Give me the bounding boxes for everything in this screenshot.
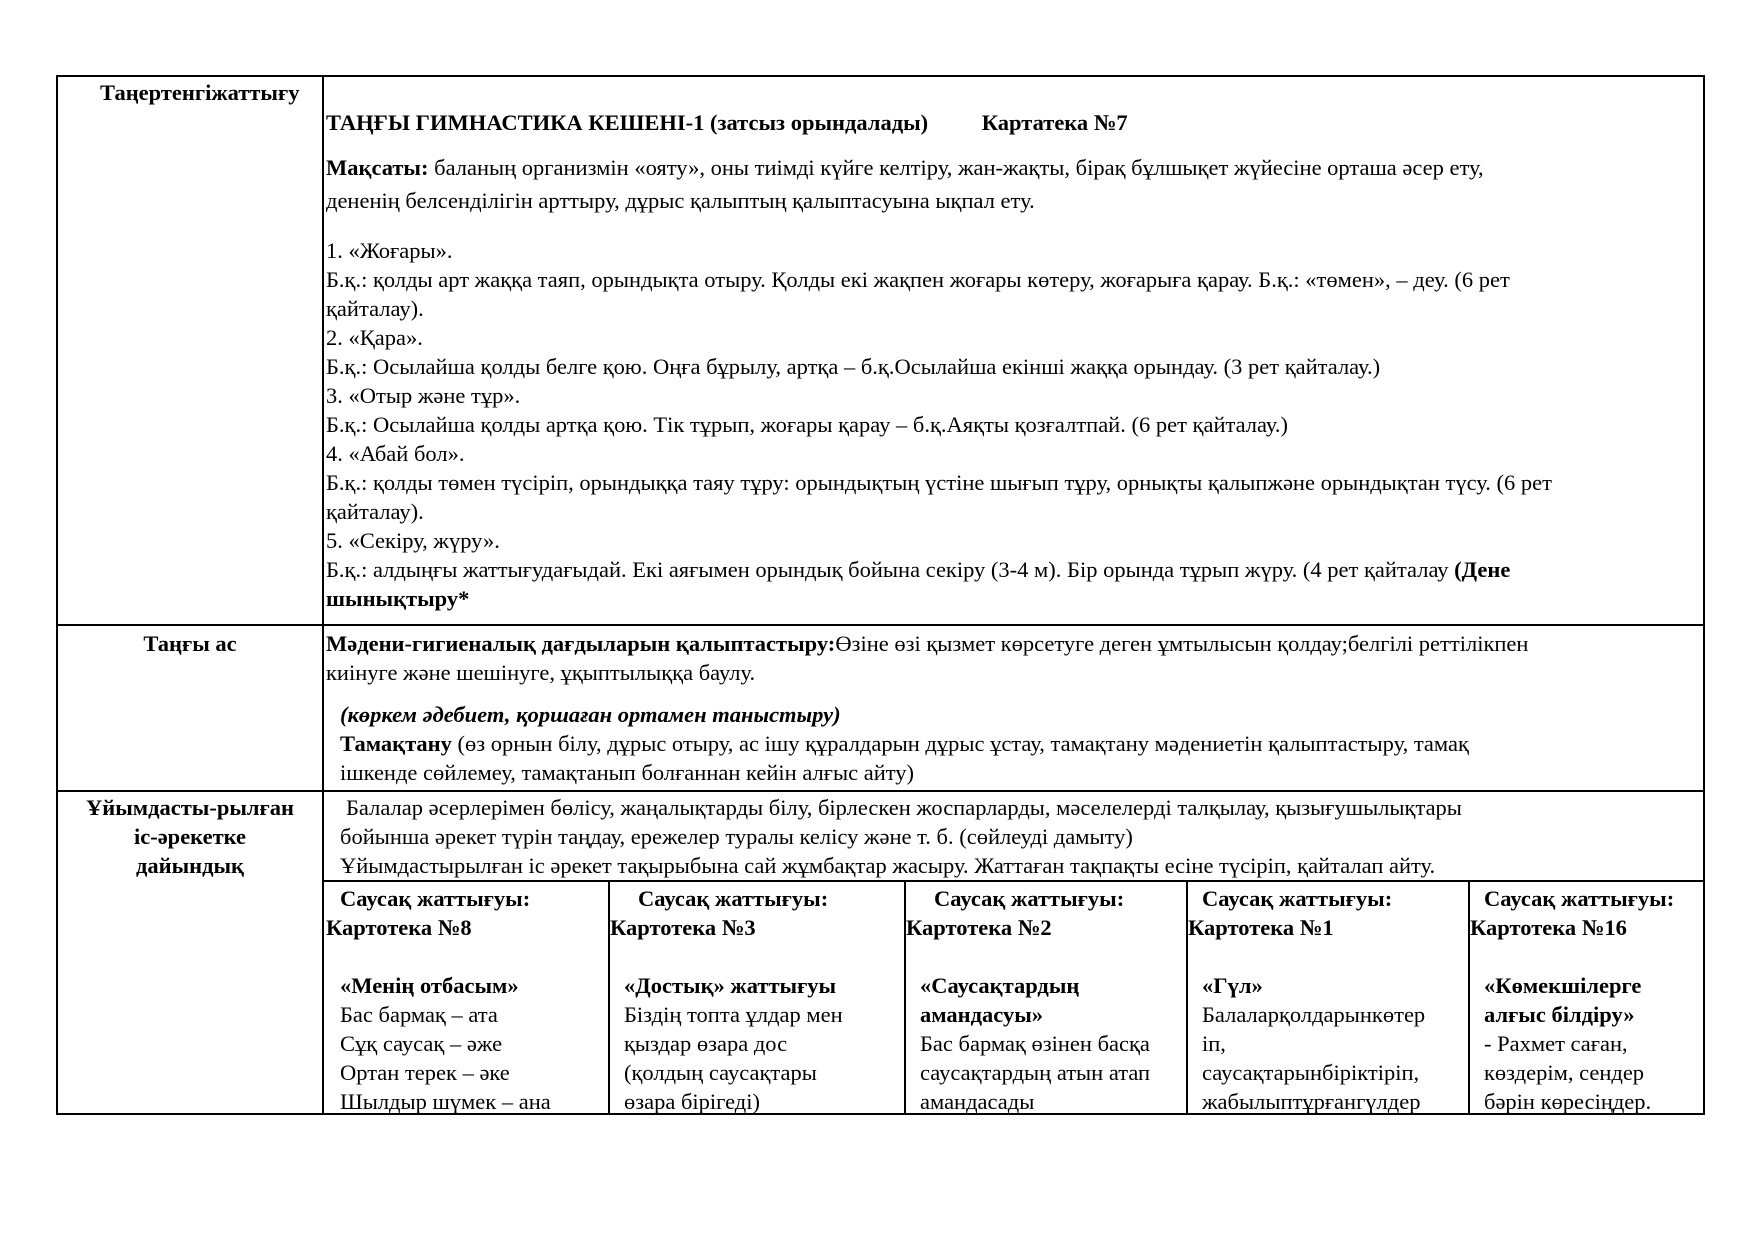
- exercise-bold-line: [326, 584, 1702, 613]
- exercise-line-text: Б.қ.: алдыңғы жаттығудағыдай. Екі аяғымен орындық бойына секіру (3-4 м). Бір орында тұрып жүру. (4 рет қайталау: [326, 557, 1449, 582]
- skills-heading: Мәдени-гигиеналық дағдыларын қалыптастыру:: [326, 631, 836, 656]
- subjects-note: (көркем әдебиет, қоршаған ортамен таныстыру): [340, 702, 841, 727]
- row-label-morning-exercise: Таңертенгіжаттығу: [100, 80, 300, 105]
- col-title: «Менің отбасым»: [340, 973, 519, 998]
- exercise-line: Б.қ.: қолды арт жаққа таяп, орындықта отыру. Қолды екі жақпен жоғары көтеру, жоғарыға қарау. Б.қ.: «төмен», – деу. (6 рет: [326, 267, 1510, 292]
- col-card: Картотека №16: [1470, 915, 1627, 940]
- finger-exercise-col-3: [906, 884, 1184, 1116]
- finger-exercise-col-1: [326, 884, 606, 1116]
- exercise-line: Б.қ.: Осылайша қолды белге қою. Оңға бұрылу, артқа – б.қ.Осылайша екінші жаққа орындау. (3 рет қайталау.): [326, 354, 1381, 379]
- col-body-line: Бас бармақ өзінен басқа: [920, 1031, 1150, 1056]
- col-body-line: бәрін көресіңдер.: [1484, 1089, 1652, 1114]
- preparation-content: [340, 793, 1700, 880]
- goal-line-2: дененің белсенділігін арттыру, дұрыс қалыптың қалыптасуына ықпал ету.: [326, 188, 1035, 213]
- row-label-preparation: [58, 793, 322, 880]
- col-body-line: көздерім, сендер: [1484, 1060, 1645, 1085]
- exercise-list: [326, 236, 1702, 613]
- skills-text: Өзіне өзі қызмет көрсетуге деген ұмтылысын қолдау;белгілі реттілікпен: [835, 631, 1529, 656]
- exercise-line-last: [326, 555, 1702, 584]
- col-title: «Гүл»: [1202, 973, 1263, 998]
- exercise-line: 1. «Жоғары».: [326, 238, 453, 263]
- col-card: Картотека №2: [906, 915, 1052, 940]
- exercise-line: Б.қ.: қолды төмен түсіріп, орындыққа таяу тұру: орындықтың үстіне шығып тұру, орнықты қалыпжәне орындықтан түсу. (6 рет: [326, 470, 1552, 495]
- col-card: Картотека №3: [610, 915, 756, 940]
- exercise-line: 2. «Қара».: [326, 325, 423, 350]
- col-body-line: өзара бірігеді): [624, 1089, 760, 1114]
- goal-label: Мақсаты:: [326, 155, 429, 180]
- preparation-label-line: іс-әрекетке: [133, 824, 247, 849]
- col-title: амандасуы»: [920, 1002, 1044, 1027]
- col-body-line: саусақтарынбіріктіріп,: [1202, 1060, 1420, 1085]
- col-head: Саусақ жаттығуы:: [934, 886, 1125, 911]
- col-body-line: қыздар өзара дос: [624, 1031, 788, 1056]
- eating-line-1: [326, 729, 1702, 758]
- col-body-line: (қолдың саусақтары: [624, 1060, 817, 1085]
- gymnastics-title: ТАҢҒЫ ГИМНАСТИКА КЕШЕНІ-1 (затсыз орындалады): [326, 110, 929, 135]
- preparation-line-1: Балалар әсерлерімен бөлісу, жаңалықтарды білу, бірлескен жоспарларды, мәселелерді талқылау, қызығушылықтары: [346, 795, 1462, 820]
- col-card: Картотека №1: [1188, 915, 1334, 940]
- exercise-bold-tail: (Дене: [1454, 557, 1511, 582]
- skills-line-1: [326, 629, 1702, 658]
- breakfast-content: [326, 629, 1702, 787]
- goal-line-1: [326, 153, 1702, 182]
- col-body-line: амандасады: [920, 1089, 1035, 1114]
- col-title: «Саусақтардың: [920, 973, 1080, 998]
- preparation-line-3: Ұйымдастырылған іс әрекет тақырыбына сай жұмбақтар жасыру. Жаттаған тақпақты есіне түсіріп, қайталап айту.: [340, 853, 1436, 878]
- col-title: алғыс білдіру»: [1484, 1002, 1635, 1027]
- row-label-breakfast: Таңғы ас: [143, 631, 237, 656]
- exercise-line: 5. «Секіру, жүру».: [326, 528, 500, 553]
- label-column-divider: [322, 75, 324, 1115]
- gymnastics-card: Картатека №7: [981, 110, 1128, 135]
- row-divider-2: [56, 790, 1705, 792]
- exercise-line: 3. «Отыр және тұр».: [326, 383, 521, 408]
- exercise-line: қайталау).: [326, 499, 424, 524]
- preparation-line-2: бойынша әрекет түрін таңдау, ережелер туралы келісу және т. б. (сөйлеуді дамыту): [340, 824, 1133, 849]
- preparation-label-line: дайындық: [135, 853, 245, 878]
- skills-line-2: киінуге және шешінуге, ұқыптылыққа баулу.: [326, 660, 756, 685]
- col-head: Саусақ жаттығуы:: [1484, 886, 1675, 911]
- morning-exercise-content: [326, 108, 1702, 613]
- col-body-line: Балаларқолдарынкөтер: [1202, 1002, 1426, 1027]
- gymnastics-title-line: [326, 108, 1702, 137]
- subtable-top-border: [322, 880, 1705, 882]
- col-body-line: Сұқ саусақ – әже: [340, 1031, 503, 1056]
- col-head: Саусақ жаттығуы:: [340, 886, 531, 911]
- col-body-line: Шылдыр шүмек – ана: [340, 1089, 551, 1114]
- col-body-line: саусақтардың атын атап: [920, 1060, 1151, 1085]
- goal-text-1: баланың организмін «ояту», оны тиімді күйге келтіру, жан-жақты, бірақ бұлшықет жүйесіне орташа әсер ету,: [434, 155, 1484, 180]
- finger-exercise-col-4: [1188, 884, 1466, 1116]
- col-body-line: Бас бармақ – ата: [340, 1002, 498, 1027]
- exercise-line: 4. «Абай бол».: [326, 441, 465, 466]
- col-body-line: Біздің топта ұлдар мен: [624, 1002, 843, 1027]
- row-divider-1: [56, 624, 1705, 626]
- eating-text: (өз орнын білу, дұрыс отыру, ас ішу құралдарын дұрыс ұстау, тамақтану мәдениетін қалыптастыру, тамақ: [457, 731, 1469, 756]
- preparation-label-line: Ұйымдасты-рылған: [86, 795, 294, 820]
- finger-exercise-col-2: [610, 884, 902, 1116]
- col-body-line: Ортан терек – әке: [340, 1060, 510, 1085]
- exercise-line: Б.қ.: Осылайша қолды артқа қою. Тік тұрып, жоғары қарау – б.қ.Аяқты қозғалтпай. (6 рет қайталау.): [326, 412, 1288, 437]
- col-body-line: - Рахмет саған,: [1484, 1031, 1628, 1056]
- col-body-line: іп,: [1202, 1031, 1226, 1056]
- eating-line-2: ішкенде сөйлемеу, тамақтанып болғаннан кейін алғыс айту): [340, 760, 915, 785]
- finger-exercise-col-5: [1470, 884, 1704, 1116]
- col-head: Саусақ жаттығуы:: [638, 886, 829, 911]
- exercise-line: қайталау).: [326, 296, 424, 321]
- col-body-line: жабылыптұрғангүлдер: [1202, 1089, 1421, 1114]
- col-title: «Көмекшілерге: [1484, 973, 1642, 998]
- eating-heading: Тамақтану: [340, 731, 452, 756]
- col-card: Картотека №8: [326, 915, 472, 940]
- col-head: Саусақ жаттығуы:: [1202, 886, 1393, 911]
- physical-education-tag: шынықтыру*: [326, 586, 470, 611]
- col-title: «Достық» жаттығуы: [624, 973, 837, 998]
